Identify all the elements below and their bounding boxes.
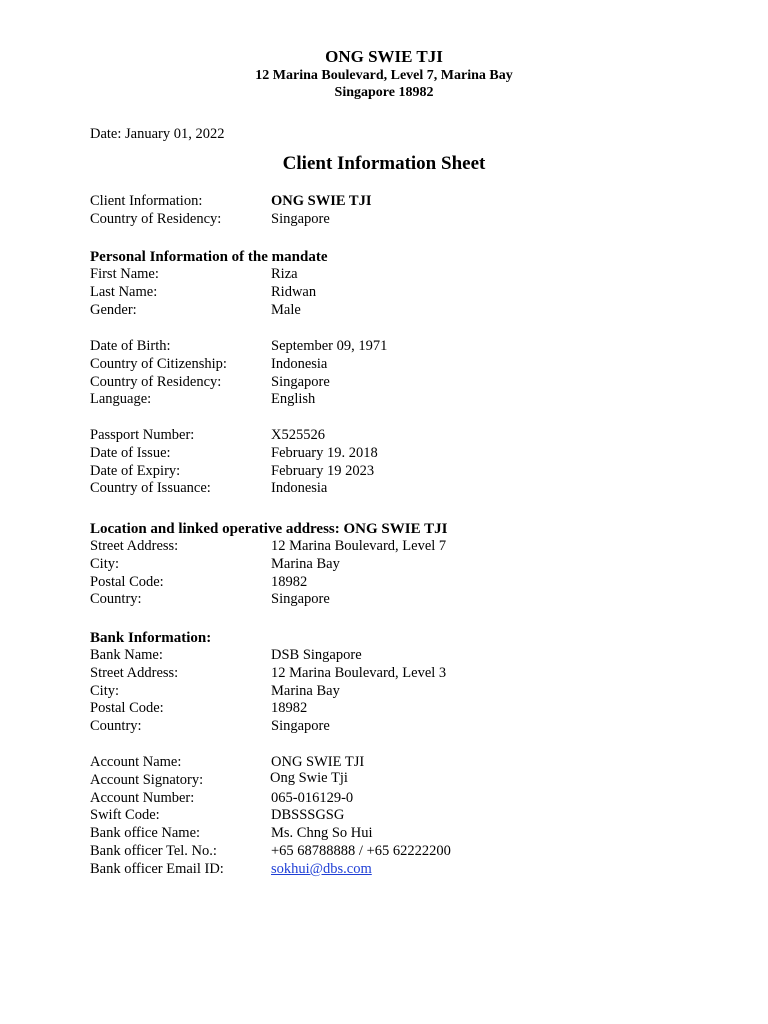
- field-label: Bank office Name:: [90, 825, 201, 842]
- field-label: Postal Code:: [90, 573, 164, 590]
- field-label: Bank officer Tel. No.:: [90, 842, 217, 859]
- field-value: Male: [271, 301, 301, 318]
- field-value: September 09, 1971: [271, 338, 388, 354]
- field-value: DSB Singapore: [271, 647, 362, 663]
- field-row: [90, 700, 690, 718]
- field-label: Account Number:: [90, 789, 195, 806]
- field-label: Date of Issue:: [90, 444, 171, 461]
- field-row: [90, 538, 690, 556]
- passport-block: [90, 427, 690, 498]
- field-label: Account Signatory:: [90, 771, 204, 788]
- field-value: Singapore: [271, 210, 330, 227]
- field-row: [90, 480, 690, 498]
- field-row: [90, 665, 690, 683]
- field-label: City:: [90, 682, 120, 699]
- field-value: 18982: [271, 700, 308, 717]
- field-value: Singapore: [271, 718, 330, 735]
- field-value: 12 Marina Boulevard, Level 3: [271, 664, 447, 681]
- field-row: [90, 769, 690, 790]
- field-row: [90, 574, 690, 592]
- field-label: First Name:: [90, 266, 159, 282]
- field-label: Swift Code:: [90, 807, 160, 824]
- field-value: Indonesia: [271, 480, 328, 497]
- field-value: X525526: [271, 427, 325, 443]
- field-row: [90, 591, 690, 609]
- field-label: Date of Expiry:: [90, 462, 181, 479]
- field-row: [90, 861, 690, 879]
- field-label: Bank Name:: [90, 647, 163, 663]
- field-row: [90, 683, 690, 701]
- header-address-line1: 12 Marina Boulevard, Level 7, Marina Bay: [255, 68, 513, 83]
- section-heading: Bank Information:: [90, 630, 212, 646]
- field-label: Country:: [90, 718, 142, 735]
- field-row: [90, 807, 690, 825]
- section-heading: Location and linked operative address: ONG SWIE TJI: [90, 521, 448, 537]
- field-row: [90, 790, 690, 808]
- field-row: [90, 647, 690, 665]
- field-row: [90, 825, 690, 843]
- field-row: [90, 427, 690, 445]
- field-value: February 19 2023: [271, 462, 375, 479]
- field-value: Singapore: [271, 591, 330, 608]
- field-label: Country of Residency:: [90, 210, 222, 227]
- field-label: Bank officer Email ID:: [90, 860, 224, 877]
- field-value: ONG SWIE TJI: [271, 193, 372, 209]
- field-row: [90, 211, 690, 229]
- field-value: Singapore: [271, 373, 330, 390]
- field-value: Ms. Chng So Hui: [271, 825, 373, 842]
- field-value: 18982: [271, 573, 308, 590]
- field-value: Marina Bay: [271, 555, 340, 572]
- field-value: Indonesia: [271, 355, 328, 372]
- field-value: Marina Bay: [271, 682, 340, 699]
- field-row: [90, 556, 690, 574]
- field-row: [90, 391, 690, 409]
- section-heading: Personal Information of the mandate: [90, 249, 328, 265]
- field-row: [90, 302, 690, 320]
- personal-birth-block: [90, 338, 690, 409]
- field-value: English: [271, 391, 316, 408]
- field-row: [90, 463, 690, 481]
- field-label: Postal Code:: [90, 700, 164, 717]
- field-value: 12 Marina Boulevard, Level 7: [271, 538, 447, 554]
- field-label: Account Name:: [90, 754, 182, 770]
- field-label: Date of Birth:: [90, 338, 171, 354]
- field-label: Passport Number:: [90, 427, 195, 443]
- field-value: DBSSSGSG: [271, 807, 345, 824]
- field-row: [90, 374, 690, 392]
- field-value: February 19. 2018: [271, 444, 378, 461]
- field-label: Country of Citizenship:: [90, 355, 227, 372]
- field-label: Country of Issuance:: [90, 480, 211, 497]
- field-row: [90, 754, 690, 772]
- field-label: Street Address:: [90, 538, 179, 554]
- field-label: Street Address:: [90, 664, 179, 681]
- field-value: Ridwan: [271, 283, 317, 300]
- field-value: +65 68788888 / +65 62222200: [271, 842, 451, 859]
- header-name: ONG SWIE TJI: [325, 47, 443, 66]
- field-label: Country:: [90, 591, 142, 608]
- field-value: Ong Swie Tji: [270, 769, 348, 786]
- bank-section: [90, 629, 690, 736]
- header-address-line2: Singapore 18982: [334, 85, 434, 100]
- document-date: Date: January 01, 2022: [90, 126, 225, 142]
- field-value: ONG SWIE TJI: [271, 754, 365, 770]
- page-title: Client Information Sheet: [282, 153, 486, 174]
- field-row: [90, 266, 690, 284]
- location-section: [90, 520, 690, 609]
- field-value: Riza: [271, 266, 298, 282]
- client-block: [90, 193, 690, 229]
- field-row: [90, 338, 690, 356]
- field-value: 065-016129-0: [271, 789, 354, 806]
- field-row: [90, 445, 690, 463]
- field-label: Client Information:: [90, 193, 203, 209]
- email-link[interactable]: sokhui@dbs.com: [271, 860, 372, 877]
- field-label: Last Name:: [90, 283, 158, 300]
- field-label: Language:: [90, 391, 152, 408]
- field-label: City:: [90, 555, 120, 572]
- field-row: [90, 193, 690, 211]
- field-label: Gender:: [90, 301, 137, 318]
- personal-section: [90, 248, 690, 319]
- account-block: [90, 754, 690, 879]
- field-row: [90, 356, 690, 374]
- field-row: [90, 843, 690, 861]
- field-label: Country of Residency:: [90, 373, 222, 390]
- field-row: [90, 718, 690, 736]
- field-row: [90, 284, 690, 302]
